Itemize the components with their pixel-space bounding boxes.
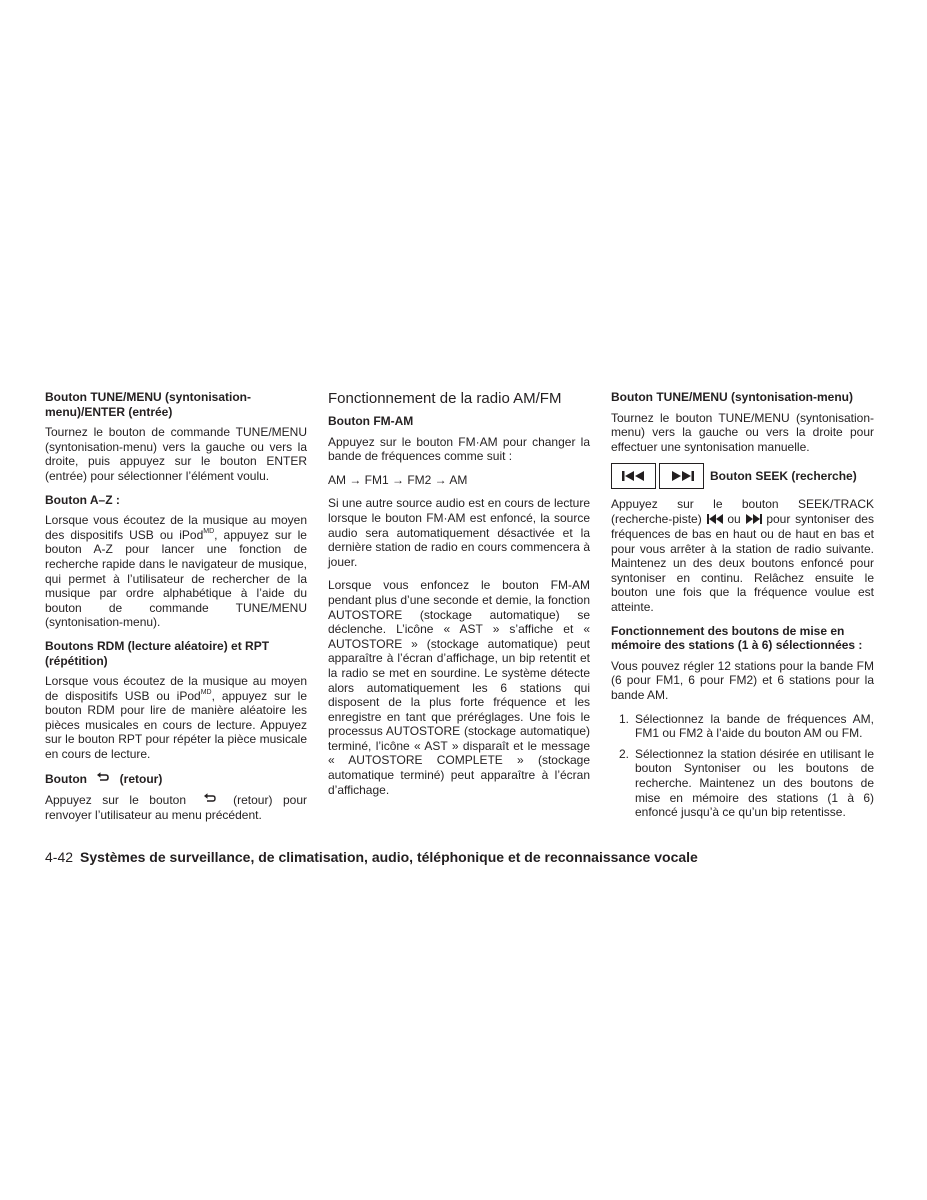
paragraph-return: Appuyez sur le bouton (retour) pour renvoyer l’utilisateur au menu précédent. <box>45 793 307 822</box>
paragraph-seek: Appuyez sur le bouton SEEK/TRACK (recherche-piste) ou pour syntoniser des fréquences de bas en haut ou de haut en bas et pour vous arrêter à la station de radio suivante. Maintenez un des deux boutons enfoncé pour syntoniser en continu. Relâchez ensuite le bouton une fois que la fréquence voulue est atteinte. <box>611 497 874 615</box>
column-middle <box>328 390 590 806</box>
paragraph-preset-count: Vous pouvez régler 12 stations pour la bande FM (6 pour FM1, 6 pour FM2) et 6 stations pour la bande AM. <box>611 658 874 703</box>
heading-seek: Bouton SEEK (recherche) <box>710 469 857 484</box>
paragraph-fm-am-band: Appuyez sur le bouton FM·AM pour changer la bande de fréquences comme suit : <box>328 434 590 464</box>
paragraph-autostore: Lorsque vous enfoncez le bouton FM-AM pendant plus d’une seconde et demie, la fonction AUTOSTORE (stockage automatique) se déclenche. L’icône « AST » s’affiche et « AUTOSTORE » (stockage automatique) peut apparaître à l’écran d’affichage, un bip retentit et la radio se met en sourdine. Le système détecte alors automatiquement les 6 stations qui disposent de la plus forte fréquence et les enregistre en tant que préréglages. Une fois le processus AUTOSTORE (stockage automatique) terminé, l’icône « AST » disparaît et le message « AUTOSTORE COMPLETE » (stockage automatique terminé) peut apparaître à l’écran d’affichage. <box>328 578 590 797</box>
list-item: 1. Sélectionnez la bande de fréquences AM, FM1 ou FM2 à l’aide du bouton AM ou FM. <box>619 711 874 741</box>
column-left <box>45 390 307 831</box>
preset-steps-list <box>611 712 874 820</box>
return-icon <box>197 792 223 808</box>
section-title: Fonctionnement de la radio AM/FM <box>328 390 562 407</box>
heading-tune-menu-enter: Bouton TUNE/MENU (syntonisation-menu)/ENTER (entrée) <box>45 390 251 419</box>
seek-back-icon <box>611 463 656 489</box>
paragraph-source-switch: Si une autre source audio est en cours de lecture lorsque le bouton FM·AM est enfoncé, la source audio sera automatiquement désactivée et la dernière station de radio en cours commencera à jouer. <box>328 496 590 569</box>
list-item: 2. Sélectionnez la station désirée en utilisant le bouton Syntoniser ou les boutons de recherche. Maintenez un des boutons de mise en mémoire des stations (1 à 6) enfoncé jusqu’à ce qu’un bip retentisse. <box>619 746 874 820</box>
heading-rdm-rpt: Boutons RDM (lecture aléatoire) et RPT (répétition) <box>45 638 270 668</box>
page-footer <box>45 848 698 866</box>
paragraph-tune-menu-enter: Tournez le bouton de commande TUNE/MENU (syntonisation-menu) vers la gauche ou vers la droite, puis appuyez sur le bouton ENTER (entrée) pour sélectionner l’élément voulu. <box>45 425 307 483</box>
trademark-sup: MD <box>203 527 215 535</box>
return-icon <box>90 771 116 787</box>
paragraph-tune-menu: Tournez le bouton TUNE/MENU (syntonisation-menu) vers la gauche ou vers la droite pour effectuer une syntonisation manuelle. <box>611 410 874 454</box>
paragraph-a-z: Lorsque vous écoutez de la musique au moyen des dispositifs USB ou iPod$^{MD}$, appuyez sur le bouton A-Z pour lancer une fonction de recherche rapide dans le navigateur de musique, qui permet à l’utilisateur de rechercher de la musique par ordre alphabétique à l’aide du bouton de commande TUNE/MENU (syntonisation-menu). <box>45 513 307 630</box>
seek-heading-row <box>611 463 874 489</box>
seek-forward-icon <box>746 513 762 528</box>
page-number: 4-42 <box>45 849 74 865</box>
heading-fm-am: Bouton FM-AM <box>328 414 414 428</box>
paragraph-band-sequence: AM → FM1 → FM2 → AM <box>328 472 468 487</box>
trademark-sup: MD <box>200 688 212 696</box>
seek-back-icon <box>707 513 723 528</box>
column-right <box>611 390 874 826</box>
heading-a-z: Bouton A–Z : <box>45 492 120 507</box>
heading-preset-buttons: Fonctionnement des boutons de mise en mémoire des stations (1 à 6) sélectionnées : <box>611 623 863 653</box>
chapter-title: Systèmes de surveillance, de climatisation, audio, téléphonique et de reconnaissance vocale <box>80 849 698 865</box>
paragraph-rdm-rpt: Lorsque vous écoutez de la musique au moyen de dispositifs USB ou iPod$^{MD}$, appuyez sur le bouton RDM pour lire de manière aléatoire les pièces musicales en cours de lecture. Appuyez sur le bouton RPT pour répéter la pièce musicale en cours de lecture. <box>45 674 307 762</box>
heading-return: Bouton (retour) <box>45 771 163 786</box>
heading-tune-menu: Bouton TUNE/MENU (syntonisation-menu) <box>611 390 853 404</box>
seek-forward-icon <box>659 463 704 489</box>
